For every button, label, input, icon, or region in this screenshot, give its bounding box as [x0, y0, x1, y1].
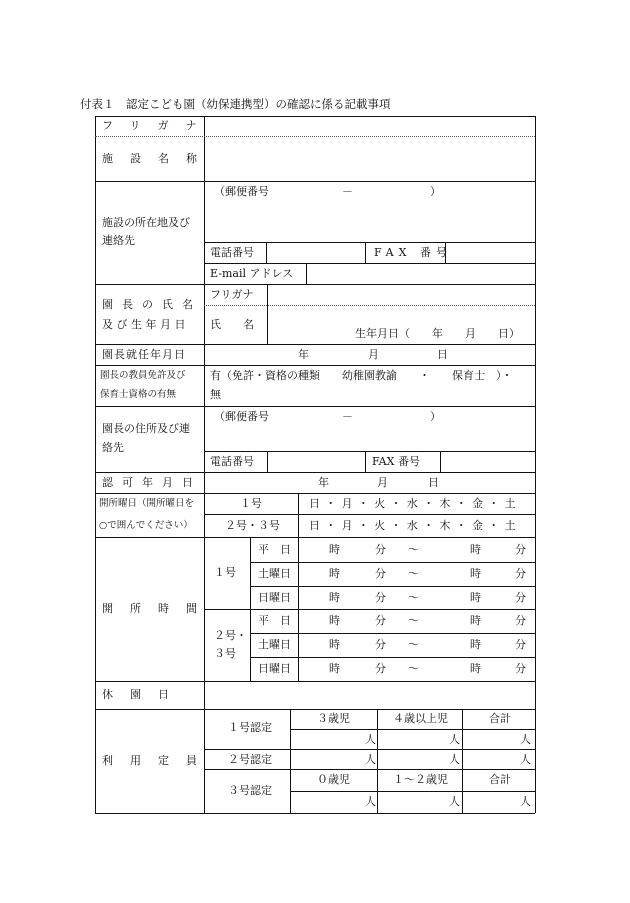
- hour-unit: 時: [470, 614, 481, 627]
- hours-label: 開所時間: [102, 602, 214, 615]
- minute-unit: 分: [375, 614, 386, 627]
- address-fax-label: FAX 番号: [372, 455, 420, 468]
- minute-unit: 分: [375, 638, 386, 651]
- license-label: 園長の教員免許及び: [100, 370, 186, 381]
- tilde: ～: [408, 591, 419, 604]
- minute-unit: 分: [515, 567, 526, 580]
- minute-unit: 分: [515, 638, 526, 651]
- person-unit: 人: [449, 733, 460, 746]
- cert3-label: ３号認定: [228, 784, 272, 797]
- director-label: 園長の氏名: [102, 298, 202, 311]
- cell-divider: [266, 242, 267, 263]
- hour-unit: 時: [329, 591, 340, 604]
- appointment-label: 園長就任年月日: [102, 348, 186, 361]
- birth-date-label: 生年月日（ 年 月 日）: [355, 327, 520, 340]
- tilde: ～: [408, 543, 419, 556]
- table-border: [95, 813, 535, 814]
- address-tel-label: 電話番号: [210, 455, 254, 468]
- tilde: ～: [408, 638, 419, 651]
- license-text-2: 無: [210, 388, 221, 401]
- row-divider: [204, 451, 535, 452]
- open-days-options-2[interactable]: 日・月・火・水・木・金・土: [309, 519, 521, 532]
- director-label-2: 及び生年月日: [102, 318, 189, 331]
- hour-unit: 時: [329, 614, 340, 627]
- cell-divider: [290, 709, 291, 813]
- total-header: 合計: [489, 773, 511, 786]
- row-divider: [290, 729, 535, 730]
- row-divider: [95, 493, 535, 494]
- cell-divider: [462, 709, 463, 813]
- director-name-label: 氏 名: [210, 318, 254, 331]
- age0-header: ０歳児: [317, 773, 350, 786]
- cell-divider: [365, 242, 366, 263]
- hours-group-2: ２号・: [214, 629, 247, 642]
- row-divider: [204, 749, 535, 750]
- table-border: [535, 116, 536, 813]
- hour-unit: 時: [470, 662, 481, 675]
- minute-unit: 分: [515, 591, 526, 604]
- open-days-type1: １号: [240, 497, 262, 510]
- cell-divider: [440, 451, 441, 472]
- row-divider: [95, 709, 535, 710]
- row-divider: [95, 136, 535, 137]
- row-divider: [250, 657, 535, 658]
- hours-row-saturday: 土曜日: [258, 638, 291, 651]
- total-header: 合計: [489, 712, 511, 725]
- cell-divider: [306, 263, 307, 284]
- approval-label: 認可年月日: [102, 476, 202, 489]
- hour-unit: 時: [329, 543, 340, 556]
- row-divider: [250, 562, 535, 563]
- furigana-label: フリガナ: [102, 119, 214, 132]
- address-postal-dash: －: [342, 410, 353, 423]
- person-unit: 人: [520, 733, 531, 746]
- email-label: E-mail アドレス: [210, 267, 294, 280]
- row-divider: [95, 681, 535, 682]
- location-label-2: 連絡先: [102, 234, 135, 247]
- row-divider: [95, 344, 535, 345]
- hours-row-sunday: 日曜日: [258, 662, 291, 675]
- person-unit: 人: [520, 795, 531, 808]
- approval-month: 月: [377, 476, 388, 489]
- minute-unit: 分: [375, 591, 386, 604]
- postal-close: ）: [430, 185, 441, 198]
- hours-group-2b: ３号: [214, 647, 236, 660]
- open-days-label-2: ○で囲んでください）: [99, 520, 193, 531]
- minute-unit: 分: [515, 662, 526, 675]
- tilde: ～: [408, 662, 419, 675]
- appointment-month: 月: [368, 348, 379, 361]
- row-divider: [95, 537, 535, 538]
- hour-unit: 時: [329, 662, 340, 675]
- cell-divider: [298, 537, 299, 681]
- row-divider: [95, 406, 535, 407]
- license-label-2: 保育士資格の有無: [100, 389, 177, 400]
- open-days-type23: ２号・３号: [225, 519, 280, 532]
- cell-divider: [377, 709, 378, 813]
- row-divider: [95, 472, 535, 473]
- cert2-label: ２号認定: [228, 753, 272, 766]
- row-divider: [204, 769, 535, 770]
- row-divider: [250, 633, 535, 634]
- hours-row-saturday: 土曜日: [258, 567, 291, 580]
- row-divider: [204, 305, 535, 306]
- postal-dash: －: [342, 185, 353, 198]
- holiday-label: 休園日: [102, 688, 186, 701]
- age1to2-header: １～２歳児: [393, 773, 448, 786]
- person-unit: 人: [365, 795, 376, 808]
- row-divider: [204, 609, 535, 610]
- hour-unit: 時: [470, 591, 481, 604]
- person-unit: 人: [365, 733, 376, 746]
- hour-unit: 時: [329, 567, 340, 580]
- age3-header: ３歳児: [317, 712, 350, 725]
- age4plus-header: ４歳以上児: [393, 712, 448, 725]
- tilde: ～: [408, 567, 419, 580]
- row-divider: [95, 181, 535, 182]
- location-label: 施設の所在地及び: [102, 216, 190, 229]
- form-title: 付表１ 認定こども園（幼保連携型）の確認に係る記載事項: [80, 97, 391, 111]
- row-divider: [204, 242, 535, 243]
- fax-label: FAX 番号: [374, 246, 452, 259]
- person-unit: 人: [449, 795, 460, 808]
- row-divider: [250, 586, 535, 587]
- approval-year: 年: [318, 476, 329, 489]
- minute-unit: 分: [375, 567, 386, 580]
- address-postal-label: （郵便番号: [214, 410, 269, 423]
- person-unit: 人: [365, 753, 376, 766]
- row-divider: [204, 263, 535, 264]
- address-postal-close: ）: [430, 410, 441, 423]
- facility-name-label: 施設名称: [102, 152, 214, 165]
- address-label-2: 絡先: [102, 441, 124, 454]
- approval-day: 日: [428, 476, 439, 489]
- tilde: ～: [408, 614, 419, 627]
- open-days-label: 開所曜日（開所曜日を: [99, 498, 195, 509]
- cert1-label: １号認定: [228, 721, 272, 734]
- address-label: 園長の住所及び連: [102, 422, 190, 435]
- hour-unit: 時: [470, 638, 481, 651]
- appointment-year: 年: [298, 348, 309, 361]
- row-divider: [95, 365, 535, 366]
- cell-divider: [365, 451, 366, 472]
- hours-row-sunday: 日曜日: [258, 591, 291, 604]
- cell-divider: [250, 537, 251, 681]
- cell-divider: [298, 493, 299, 537]
- person-unit: 人: [449, 753, 460, 766]
- license-text: 有（免許・資格の種類 幼稚園教諭 ・ 保育士 ）・: [210, 369, 513, 382]
- hour-unit: 時: [470, 543, 481, 556]
- hours-row-weekday: 平 日: [258, 543, 291, 556]
- cell-divider: [267, 451, 268, 472]
- director-furigana-label: フリガナ: [210, 288, 254, 301]
- appointment-day: 日: [437, 348, 448, 361]
- tel-label: 電話番号: [210, 246, 254, 259]
- hour-unit: 時: [329, 638, 340, 651]
- hour-unit: 時: [470, 567, 481, 580]
- capacity-label: 利用定員: [102, 754, 214, 767]
- table-border: [95, 116, 535, 117]
- hours-group-1: １号: [214, 566, 236, 579]
- row-divider: [290, 791, 535, 792]
- hours-row-weekday: 平 日: [258, 614, 291, 627]
- row-divider: [204, 514, 535, 515]
- cell-divider: [267, 284, 268, 344]
- postal-label: （郵便番号: [214, 185, 269, 198]
- minute-unit: 分: [375, 543, 386, 556]
- person-unit: 人: [520, 753, 531, 766]
- row-divider: [95, 284, 535, 285]
- open-days-options-1[interactable]: 日・月・火・水・木・金・土: [309, 497, 521, 510]
- minute-unit: 分: [515, 614, 526, 627]
- minute-unit: 分: [375, 662, 386, 675]
- minute-unit: 分: [515, 543, 526, 556]
